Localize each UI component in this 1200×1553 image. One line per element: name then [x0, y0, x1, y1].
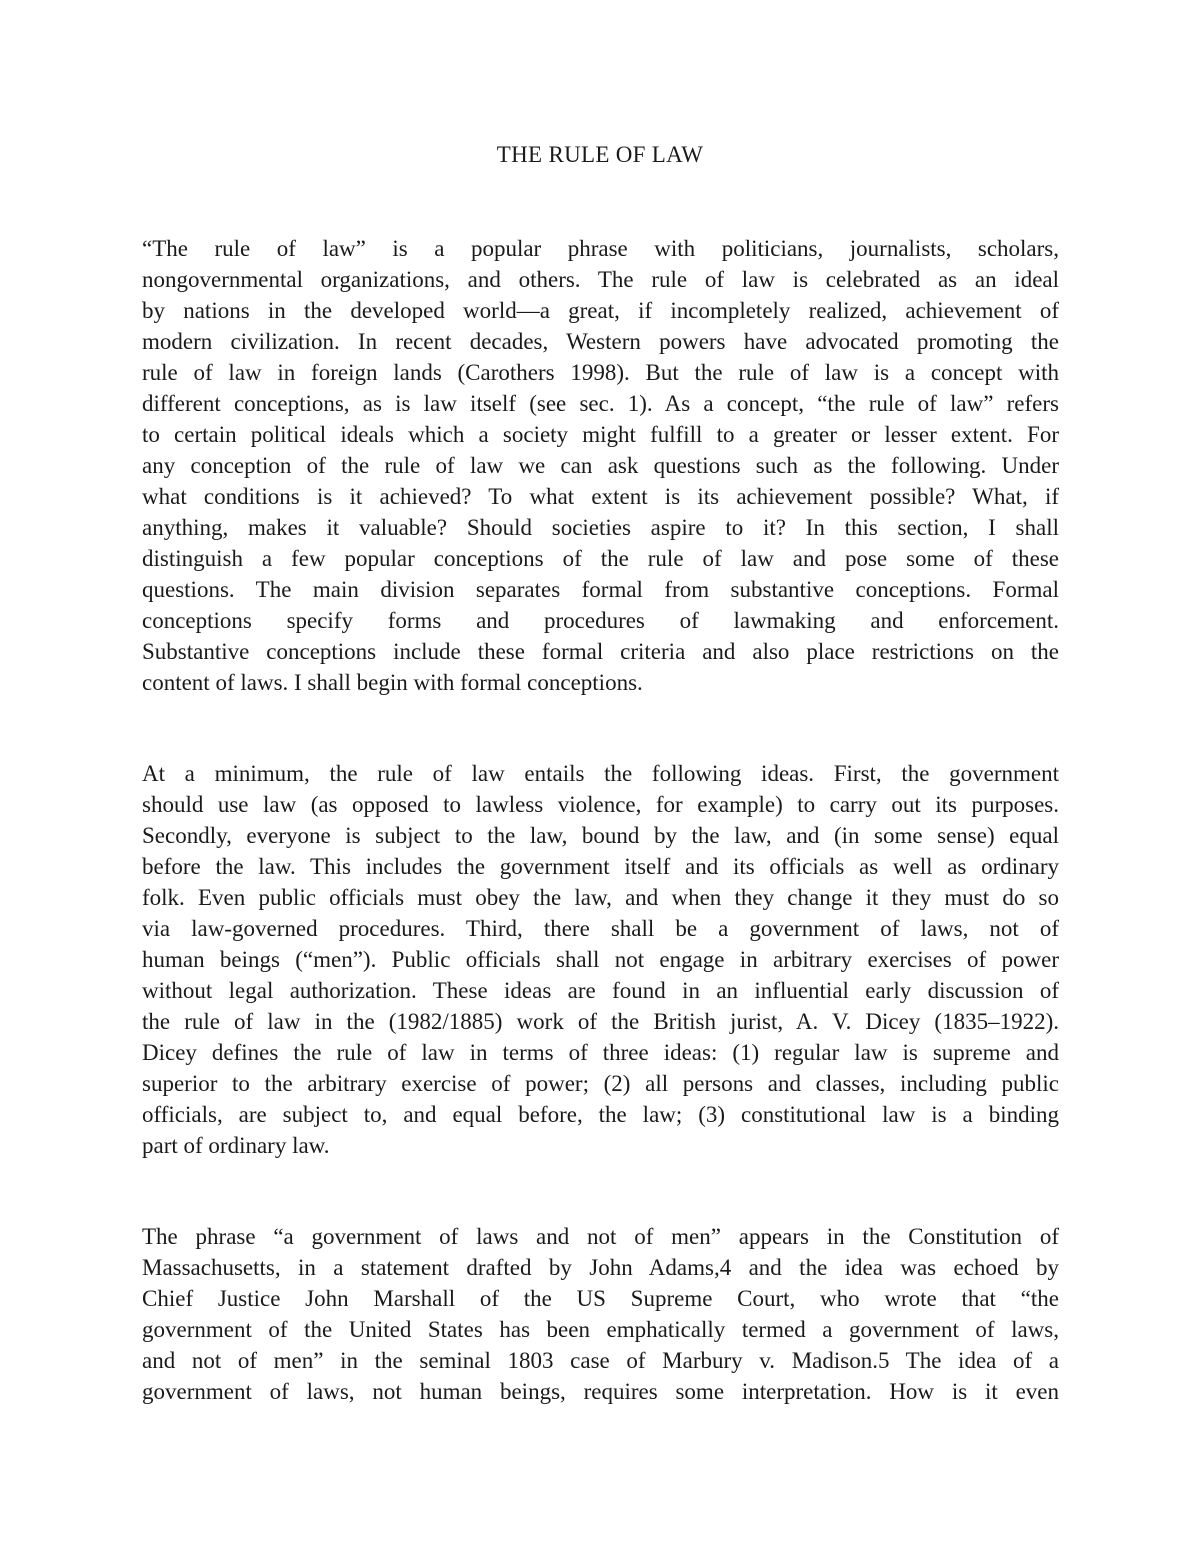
page-title: THE RULE OF LAW	[496, 142, 704, 167]
text-line: nongovernmental organizations, and others. The rule of law is celebrated as an ideal	[142, 267, 1059, 292]
text-line: Substantive conceptions include these formal criteria and also place restrictions on the	[142, 639, 1059, 664]
text-line: without legal authorization. These ideas are found in an influential early discussion of	[142, 978, 1059, 1003]
text-line: and not of men” in the seminal 1803 case of Marbury v. Madison.5 The idea of a	[142, 1348, 1059, 1373]
text-line: conceptions specify forms and procedures of lawmaking and enforcement.	[142, 608, 1059, 633]
text-line: distinguish a few popular conceptions of the rule of law and pose some of these	[142, 546, 1059, 571]
text-line: content of laws. I shall begin with formal conceptions.	[142, 670, 643, 695]
text-line: before the law. This includes the government itself and its officials as well as ordinary	[142, 854, 1059, 879]
text-line: should use law (as opposed to lawless violence, for example) to carry out its purposes.	[142, 792, 1059, 817]
text-line: officials, are subject to, and equal before, the law; (3) constitutional law is a binding	[142, 1102, 1059, 1127]
text-line: Massachusetts, in a statement drafted by John Adams,4 and the idea was echoed by	[142, 1255, 1059, 1280]
text-line: Chief Justice John Marshall of the US Supreme Court, who wrote that “the	[142, 1286, 1059, 1311]
text-line: “The rule of law” is a popular phrase with politicians, journalists, scholars,	[142, 236, 1059, 261]
text-line: what conditions is it achieved? To what extent is its achievement possible? What, if	[142, 484, 1059, 509]
text-line: the rule of law in the (1982/1885) work of the British jurist, A. V. Dicey (1835–1922).	[142, 1009, 1059, 1034]
text-line: questions. The main division separates formal from substantive conceptions. Formal	[142, 577, 1059, 602]
text-line: part of ordinary law.	[142, 1133, 330, 1158]
text-line: rule of law in foreign lands (Carothers 1998). But the rule of law is a concept with	[142, 360, 1059, 385]
text-line: superior to the arbitrary exercise of power; (2) all persons and classes, including public	[142, 1071, 1059, 1096]
paragraph-government-of-laws	[142, 1221, 1059, 1407]
text-line: by nations in the developed world—a great, if incompletely realized, achievement of	[142, 298, 1059, 323]
text-line: via law-governed procedures. Third, there shall be a government of laws, not of	[142, 916, 1059, 941]
text-line: government of the United States has been emphatically termed a government of laws,	[142, 1317, 1059, 1342]
text-line: The phrase “a government of laws and not of men” appears in the Constitution of	[142, 1224, 1059, 1249]
text-line: government of laws, not human beings, requires some interpretation. How is it even	[142, 1379, 1059, 1404]
paragraph-minimum-ideas	[142, 758, 1059, 1161]
text-line: At a minimum, the rule of law entails the following ideas. First, the government	[142, 761, 1059, 786]
paragraph-formal-conceptions	[142, 233, 1059, 698]
text-line: anything, makes it valuable? Should societies aspire to it? In this section, I shall	[142, 515, 1059, 540]
text-line: folk. Even public officials must obey the law, and when they change it they must do so	[142, 885, 1059, 910]
text-line: modern civilization. In recent decades, Western powers have advocated promoting the	[142, 329, 1059, 354]
text-line: Dicey defines the rule of law in terms of three ideas: (1) regular law is supreme and	[142, 1040, 1059, 1065]
text-line: to certain political ideals which a society might fulfill to a greater or lesser extent. For	[142, 422, 1059, 447]
text-line: different conceptions, as is law itself (see sec. 1). As a concept, “the rule of law” refers	[142, 391, 1059, 416]
text-line: Secondly, everyone is subject to the law, bound by the law, and (in some sense) equal	[142, 823, 1059, 848]
text-line: human beings (“men”). Public officials shall not engage in arbitrary exercises of power	[142, 947, 1059, 972]
text-line: any conception of the rule of law we can ask questions such as the following. Under	[142, 453, 1059, 478]
